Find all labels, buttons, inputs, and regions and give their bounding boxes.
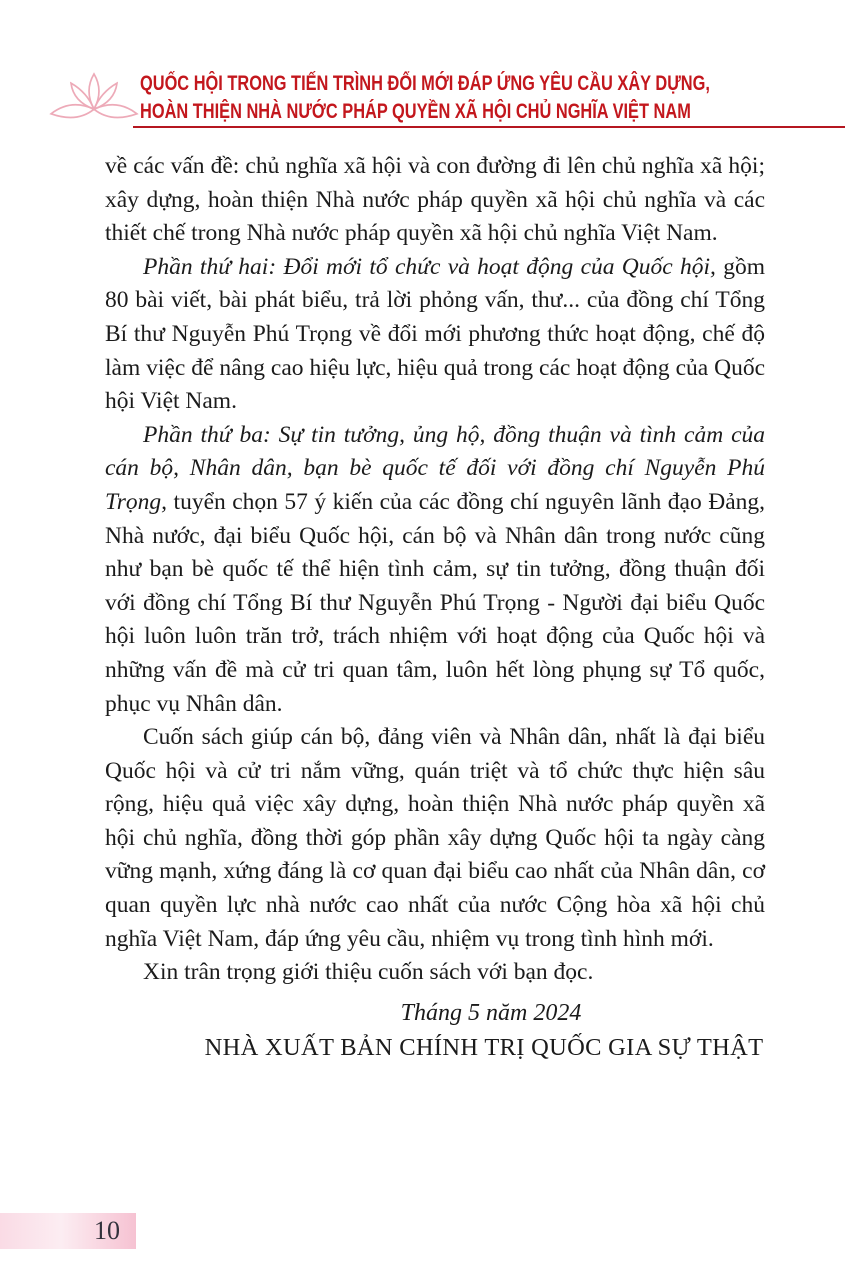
paragraph-segment-regular: Cuốn sách giúp cán bộ, đảng viên và Nhân dân, nhất là đại biểu Quốc hội và cử tri nắm vững, quán triệt và tổ chức thực hiện sâu rộng, hiệu quả việc xây dựng, hoàn thiện Nhà nước pháp quyền xã hội chủ nghĩa, đồng thời góp phần xây dựng Quốc hội ta ngày càng vững mạnh, xứng đáng là cơ quan đại biểu cao nhất của Nhân dân, cơ quan quyền lực nhà nước cao nhất của nước Cộng hòa xã hội chủ nghĩa Việt Nam, đáp ứng yêu cầu, nhiệm vụ trong tình hình mới.: [105, 724, 765, 952]
publication-date: Tháng 5 năm 2024: [400, 999, 582, 1026]
page-number: 10: [94, 1216, 120, 1245]
closing-block: [105, 996, 765, 1066]
page-content: [105, 150, 765, 1066]
header-divider-rule: [133, 126, 845, 128]
paragraph-segment-regular: Xin trân trọng giới thiệu cuốn sách với bạn đọc.: [143, 959, 594, 986]
paragraph: [105, 251, 765, 419]
paragraph: [105, 956, 765, 990]
paragraph-segment-italic: Phần thứ ba: Sự tin tưởng, ủng hộ, đồng thuận và tình cảm của cán bộ, Nhân dân, bạn bè quốc tế đối với đồng chí Nguyễn Phú Trọng,: [105, 421, 765, 515]
paragraph-segment-regular: về các vấn đề: chủ nghĩa xã hội và con đường đi lên chủ nghĩa xã hội; xây dựng, hoàn thiện Nhà nước pháp quyền xã hội chủ nghĩa và các thiết chế trong Nhà nước pháp quyền xã hội chủ nghĩa Việt Nam.: [105, 153, 765, 247]
running-head-line1: QUỐC HỘI TRONG TIẾN TRÌNH ĐỔI MỚI ĐÁP ỨNG YÊU CẦU XÂY DỰNG,: [140, 72, 710, 95]
body-text: [105, 150, 765, 990]
paragraph: [105, 721, 765, 956]
paragraph-segment-regular: gồm 80 bài viết, bài phát biểu, trả lời phỏng vấn, thư... của đồng chí Tổng Bí thư Nguyễn Phú Trọng về đổi mới phương thức hoạt động, chế độ làm việc để nâng cao hiệu lực, hiệu quả trong các hoạt động của Quốc hội Việt Nam.: [105, 253, 766, 415]
running-head: [140, 70, 840, 126]
running-head-line2: HOÀN THIỆN NHÀ NƯỚC PHÁP QUYỀN XÃ HỘI CHỦ NGHĨA VIỆT NAM: [140, 100, 691, 123]
paragraph: [105, 150, 765, 251]
paragraph-segment-italic: Phần thứ hai: Đổi mới tổ chức và hoạt động của Quốc hội,: [143, 253, 716, 280]
publisher-name: NHÀ XUẤT BẢN CHÍNH TRỊ QUỐC GIA SỰ THẬT: [204, 1033, 764, 1061]
lotus-icon: [48, 68, 140, 132]
paragraph: [105, 419, 765, 721]
paragraph-segment-regular: tuyển chọn 57 ý kiến của các đồng chí nguyên lãnh đạo Đảng, Nhà nước, đại biểu Quốc hội, cán bộ và Nhân dân trong nước cũng như bạn bè quốc tế thể hiện tình cảm, sự tin tưởng, đồng thuận đối với đồng chí Tổng Bí thư Nguyễn Phú Trọng - Người đại biểu Quốc hội luôn luôn trăn trở, trách nhiệm với hoạt động của Quốc hội và những vấn đề mà cử tri quan tâm, luôn hết lòng phụng sự Tổ quốc, phục vụ Nhân dân.: [105, 488, 765, 717]
page-number-bar: [0, 1213, 136, 1249]
